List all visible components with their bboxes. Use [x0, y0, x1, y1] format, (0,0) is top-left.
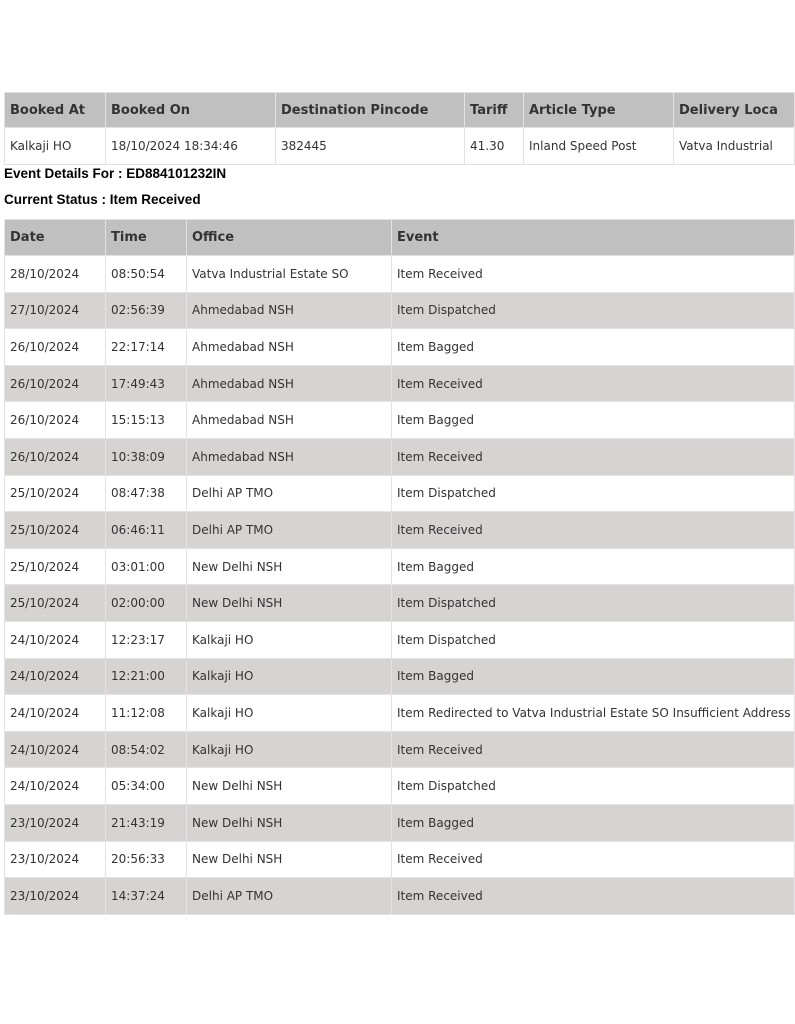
event-time: 02:56:39	[106, 292, 187, 329]
booked-at-value: Kalkaji HO	[5, 128, 106, 165]
event-details-heading	[4, 166, 226, 181]
event-row	[5, 438, 795, 475]
event-office: New Delhi NSH	[187, 585, 392, 622]
article-number: ED884101232IN	[126, 166, 227, 181]
event-row	[5, 585, 795, 622]
header-delivery-location: Delivery Loca	[674, 93, 795, 128]
event-description: Item Dispatched	[392, 621, 795, 658]
event-description: Item Bagged	[392, 658, 795, 695]
event-time: 12:23:17	[106, 621, 187, 658]
event-date: 26/10/2024	[5, 402, 106, 439]
current-status-heading	[4, 192, 201, 207]
header-event: Event	[392, 220, 795, 256]
event-history-table	[4, 219, 795, 915]
event-row	[5, 878, 795, 915]
event-row	[5, 621, 795, 658]
event-date: 24/10/2024	[5, 621, 106, 658]
booking-header-row	[5, 93, 795, 128]
event-time: 05:34:00	[106, 768, 187, 805]
header-booked-at: Booked At	[5, 93, 106, 128]
event-time: 17:49:43	[106, 365, 187, 402]
event-description: Item Received	[392, 512, 795, 549]
event-description: Item Dispatched	[392, 768, 795, 805]
event-time: 20:56:33	[106, 841, 187, 878]
event-date: 27/10/2024	[5, 292, 106, 329]
booking-details-table	[4, 92, 795, 165]
event-time: 06:46:11	[106, 512, 187, 549]
event-date: 26/10/2024	[5, 438, 106, 475]
event-description: Item Bagged	[392, 329, 795, 366]
event-row	[5, 329, 795, 366]
events-header-row	[5, 220, 795, 256]
event-office: Ahmedabad NSH	[187, 365, 392, 402]
event-date: 24/10/2024	[5, 695, 106, 732]
event-office: Kalkaji HO	[187, 731, 392, 768]
event-description: Item Dispatched	[392, 292, 795, 329]
event-description: Item Received	[392, 256, 795, 293]
event-office: Ahmedabad NSH	[187, 438, 392, 475]
event-date: 25/10/2024	[5, 585, 106, 622]
event-office: Kalkaji HO	[187, 658, 392, 695]
event-office: New Delhi NSH	[187, 841, 392, 878]
header-date: Date	[5, 220, 106, 256]
event-time: 08:50:54	[106, 256, 187, 293]
destination-pincode-value: 382445	[276, 128, 465, 165]
event-row	[5, 841, 795, 878]
event-description: Item Redirected to Vatva Industrial Estate SO Insufficient Address	[392, 695, 795, 732]
event-description: Item Received	[392, 878, 795, 915]
event-time: 10:38:09	[106, 438, 187, 475]
event-office: Delhi AP TMO	[187, 512, 392, 549]
event-office: New Delhi NSH	[187, 768, 392, 805]
current-status-prefix: Current Status :	[4, 192, 110, 207]
event-time: 21:43:19	[106, 804, 187, 841]
header-tariff: Tariff	[465, 93, 524, 128]
booked-on-value: 18/10/2024 18:34:46	[106, 128, 276, 165]
event-description: Item Bagged	[392, 804, 795, 841]
event-time: 02:00:00	[106, 585, 187, 622]
event-date: 28/10/2024	[5, 256, 106, 293]
event-office: Ahmedabad NSH	[187, 292, 392, 329]
header-article-type: Article Type	[524, 93, 674, 128]
event-description: Item Received	[392, 365, 795, 402]
event-office: Kalkaji HO	[187, 621, 392, 658]
header-office: Office	[187, 220, 392, 256]
event-date: 23/10/2024	[5, 804, 106, 841]
event-row	[5, 256, 795, 293]
event-time: 08:54:02	[106, 731, 187, 768]
current-status-value: Item Received	[109, 192, 201, 207]
event-date: 23/10/2024	[5, 841, 106, 878]
event-description: Item Received	[392, 731, 795, 768]
booking-row	[5, 128, 795, 165]
article-type-value: Inland Speed Post	[524, 128, 674, 165]
event-row	[5, 548, 795, 585]
event-time: 12:21:00	[106, 658, 187, 695]
event-description: Item Bagged	[392, 402, 795, 439]
event-time: 11:12:08	[106, 695, 187, 732]
header-time: Time	[106, 220, 187, 256]
event-time: 22:17:14	[106, 329, 187, 366]
event-office: Ahmedabad NSH	[187, 329, 392, 366]
event-office: New Delhi NSH	[187, 804, 392, 841]
event-time: 08:47:38	[106, 475, 187, 512]
event-row	[5, 475, 795, 512]
event-time: 15:15:13	[106, 402, 187, 439]
event-date: 23/10/2024	[5, 878, 106, 915]
event-row	[5, 731, 795, 768]
event-details-prefix: Event Details For :	[4, 166, 127, 181]
tariff-value: 41.30	[465, 128, 524, 165]
event-row	[5, 768, 795, 805]
event-date: 24/10/2024	[5, 731, 106, 768]
delivery-location-value: Vatva Industrial	[674, 128, 795, 165]
event-description: Item Received	[392, 841, 795, 878]
event-row	[5, 402, 795, 439]
event-row	[5, 292, 795, 329]
event-date: 26/10/2024	[5, 329, 106, 366]
event-date: 25/10/2024	[5, 548, 106, 585]
event-description: Item Dispatched	[392, 585, 795, 622]
event-date: 24/10/2024	[5, 658, 106, 695]
event-description: Item Dispatched	[392, 475, 795, 512]
header-booked-on: Booked On	[106, 93, 276, 128]
event-time: 14:37:24	[106, 878, 187, 915]
event-row	[5, 658, 795, 695]
event-description: Item Received	[392, 438, 795, 475]
event-row	[5, 365, 795, 402]
event-date: 25/10/2024	[5, 475, 106, 512]
event-office: New Delhi NSH	[187, 548, 392, 585]
event-office: Delhi AP TMO	[187, 878, 392, 915]
event-date: 25/10/2024	[5, 512, 106, 549]
event-time: 03:01:00	[106, 548, 187, 585]
event-office: Vatva Industrial Estate SO	[187, 256, 392, 293]
event-row	[5, 695, 795, 732]
event-date: 24/10/2024	[5, 768, 106, 805]
event-description: Item Bagged	[392, 548, 795, 585]
event-office: Delhi AP TMO	[187, 475, 392, 512]
event-row	[5, 804, 795, 841]
event-row	[5, 512, 795, 549]
header-destination-pincode: Destination Pincode	[276, 93, 465, 128]
event-office: Ahmedabad NSH	[187, 402, 392, 439]
event-date: 26/10/2024	[5, 365, 106, 402]
event-office: Kalkaji HO	[187, 695, 392, 732]
